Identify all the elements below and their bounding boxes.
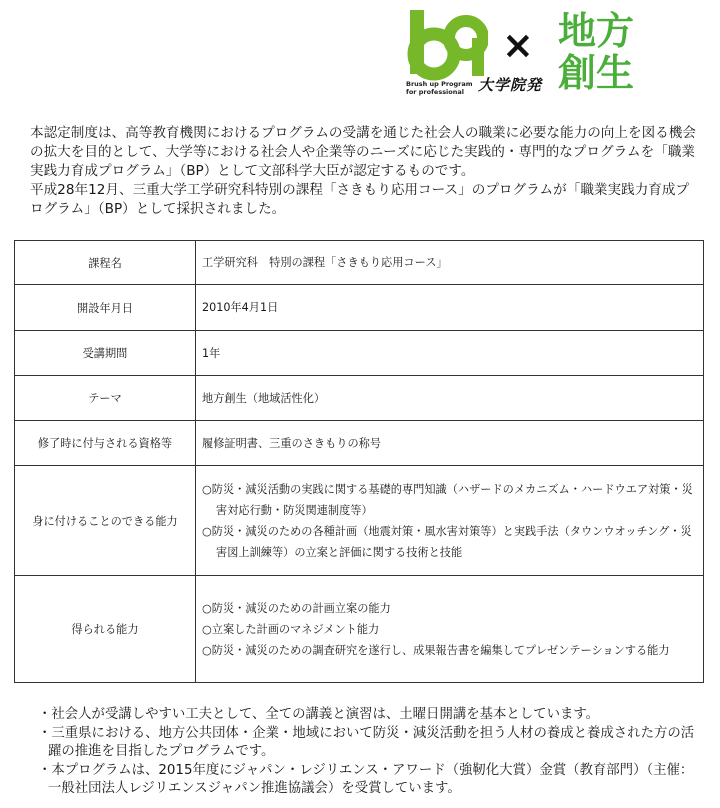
table-row: [15, 466, 704, 576]
row-item: 履修証明書、三重のさきもりの称号: [202, 436, 382, 450]
row-value: [196, 331, 704, 376]
table-row: [15, 285, 704, 331]
row-label: 課程名: [15, 241, 196, 285]
table-row: [15, 241, 704, 285]
chiho-line-2: 創生: [558, 51, 635, 95]
row-item: ○防災・減災のための計画立案の能力: [202, 601, 391, 615]
bp-caption-line-1: Brush up Program: [406, 80, 473, 88]
row-value: [196, 421, 704, 466]
row-item: ○立案した計画のマネジメント能力: [202, 622, 380, 636]
table-row: [15, 421, 704, 466]
row-item: 地方創生（地域活性化）: [202, 391, 326, 405]
table-row: [15, 331, 704, 376]
row-item: ○防災・減災活動の実践に関する基礎的専門知識（ハザードのメカニズム・ハードウエア対策・災害対応行動・防災関連制度等）: [202, 482, 693, 517]
row-label: 受講期間: [15, 331, 196, 376]
bp-caption-line-2: for professional: [406, 88, 464, 96]
intro-paragraph-1: 本認定制度は、高等教育機関におけるプログラムの受講を通じた社会人の職業に必要な能力の向上を図る機会の拡大を目的として、大学等における社会人や企業等のニーズに応じた実践的・専門的なプログラムを「職業実践力育成プログラム」（BP）として文部科学大臣が認定するものです。: [30, 125, 696, 179]
header-logos: [406, 8, 706, 100]
note-item: ・本プログラムは、2015年度にジャパン・レジリエンス・アワード（強靭化大賞）金賞（教育部門）（主催：一般社団法人レジリエンスジャパン推進協議会）を受賞しています。: [38, 762, 694, 796]
chiho-line-1: 地方: [558, 9, 635, 53]
row-label: テーマ: [15, 376, 196, 421]
intro-paragraph-2: 平成28年12月、三重大学工学研究科特別の課程「さきもり応用コース」のプログラムが「職業実践力育成プログラム」（BP）として採択されました。: [30, 182, 690, 217]
row-item: 工学研究科 特別の課程「さきもり応用コース」: [202, 256, 448, 269]
row-value: [196, 576, 704, 683]
row-item: 1年: [202, 346, 221, 360]
table-row: [15, 576, 704, 683]
row-item: ○防災・減災のための各種計画（地震対策・風水害対策等）と実践手法（タウンウオッチング・災害図上訓練等）の立案と評価に関する技術と技能: [202, 524, 692, 559]
row-value: [196, 376, 704, 421]
notes-list: [38, 706, 698, 799]
row-value: [196, 241, 704, 285]
chiho-sousei-logo: [558, 10, 668, 94]
row-label: 開設年月日: [15, 285, 196, 331]
table-row: [15, 376, 704, 421]
daigaku-label: 大学院発: [478, 76, 543, 94]
note-item: ・三重県における、地方公共団体・企業・地域において防災・減災活動を担う人材の養成と養成された方の活躍の推進を目指したプログラムです。: [38, 725, 695, 759]
row-label: 身に付けることのできる能力: [15, 466, 196, 576]
note-item: ・社会人が受講しやすい工夫として、全ての講義と演習は、土曜日開講を基本としています。: [38, 707, 600, 722]
row-value: [196, 285, 704, 331]
program-info-table: [14, 240, 704, 683]
intro-text: [30, 124, 700, 219]
row-value: [196, 466, 704, 576]
row-label: 修了時に付与される資格等: [15, 421, 196, 466]
row-item: ○防災・減災のための調査研究を遂行し、成果報告書を編集してプレゼンテーションする能力: [202, 643, 670, 657]
times-icon: ×: [502, 23, 534, 67]
row-label: 得られる能力: [15, 576, 196, 683]
row-item: 2010年4月1日: [202, 301, 279, 314]
